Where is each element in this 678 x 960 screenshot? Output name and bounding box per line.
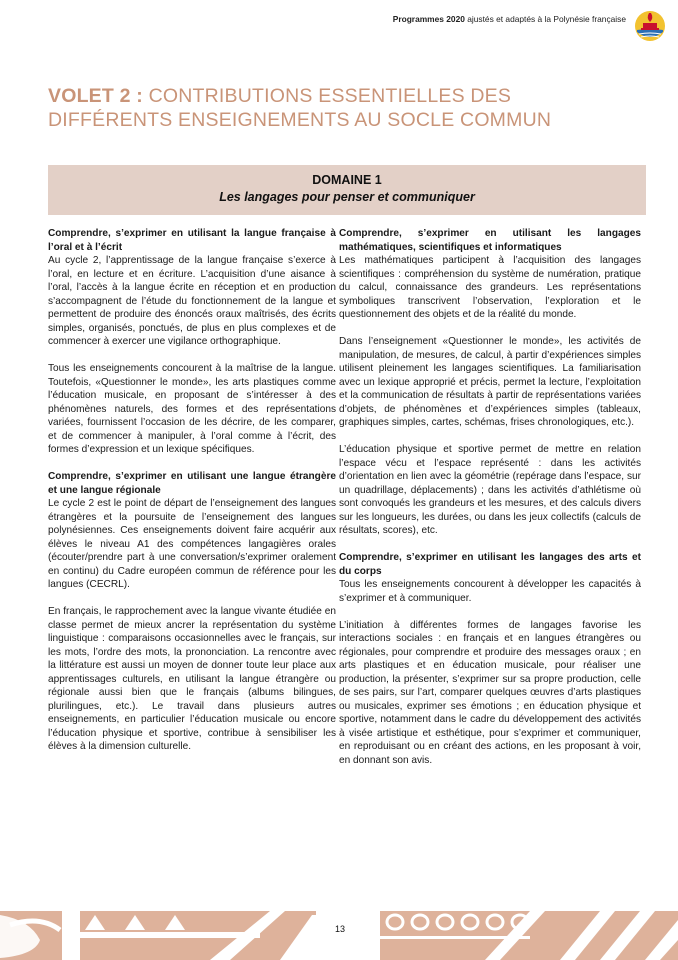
paragraph: Tous les enseignements concourent à la maîtrise de la langue. Toutefois, «Questionner le monde», les arts plastiques comme l’éducation musicale, en proposant de s’intéresser à des phénomènes naturels, des formes et des représentations variées, fournissent l’occasion de les décrire, de les comparer, et de commencer à manipuler, à l’oral comme à l’écrit, des formes d’expression et un lexique spécifiques.: [48, 363, 336, 455]
title-bold: VOLET 2 :: [48, 85, 143, 107]
polynesie-coat-of-arms-icon: [634, 10, 666, 42]
domain-banner: [48, 165, 646, 215]
tapa-pattern-icon: [0, 910, 678, 960]
right-column: [339, 227, 641, 781]
footer-pattern: [0, 910, 678, 960]
paragraph: Les mathématiques participent à l’acquisition des langages scientifiques : compréhension du système de numération, pratique du calcul, connaissance des grandeurs. Les représentations symboliques transcrivent l’observation, l’exploration et le questionnement des objets et de la réalité du monde.: [339, 255, 641, 320]
paragraph: Au cycle 2, l’apprentissage de la langue française s’exerce à l’oral, en lecture et en écriture. L’acquisition d’une aisance à l’oral, l’accès à la langue écrite en réception et en production s’accompagnent de l’étude du fonctionnement de la langue et permettent de produire des énoncés oraux maîtrisés, des écrits simples, organisés, ponctués, de plus en plus complexes et de commencer à exercer une vigilance orthographique.: [48, 255, 336, 347]
section-heading: Comprendre, s’exprimer en utilisant les langages des arts et du corps: [339, 552, 641, 577]
paragraph: L’initiation à différentes formes de langages favorise les interactions sociales : en français et en langues étrangères ou régionales, pour comprendre et produire des messages oraux ; en arts plastiques et en éducation musicale, pour réaliser une production, la présenter, s’exprimer sur sa propre production, celle de ses pairs, sur l’art, comparer quelques œuvres d’arts plastiques ou musicales, exprimer ses émotions ; en éducation physique et sportive, notamment dans le cadre du développement des activités à visée artistique et esthétique, pour s’exprimer et communiquer, en reproduisant ou en créant des actions, en les proposant à voir, en donnant son avis.: [339, 619, 641, 766]
paragraph: Dans l’enseignement «Questionner le monde», les activités de manipulation, de mesures, de calcul, à partir d’expériences simples utilisent pleinement les langages scientifiques. La familiarisation avec un lexique approprié et précis, permet la lecture, l’exploitation et la communication de résultats à partir de représentations variées d’objets, de phénomènes et d’expériences simples (tableaux, graphiques simples, cartes, schémas, frises chronologiques, etc.).: [339, 336, 641, 428]
section-heading: Comprendre, s’exprimer en utilisant une langue étrangère et une langue régionale: [48, 471, 336, 496]
domain-subtitle: Les langages pour penser et communiquer: [219, 190, 475, 204]
header-bold: Programmes 2020: [392, 14, 465, 24]
title-rest: CONTRIBUTIONS ESSENTIELLES DES DIFFÉRENTS ENSEIGNEMENTS AU SOCLE COMMUN: [48, 85, 552, 131]
domain-title: DOMAINE 1: [312, 173, 382, 187]
page-number: 13: [335, 924, 346, 934]
header-rest: ajustés et adaptés à la Polynésie française: [464, 14, 626, 24]
left-column: [48, 227, 336, 767]
paragraph: Tous les enseignements concourent à développer les capacités à s’exprimer et à communiquer.: [339, 579, 641, 604]
running-header: [393, 14, 626, 24]
paragraph: Le cycle 2 est le point de départ de l’enseignement des langues étrangères et la poursuite de l’enseignement des langues polynésiennes. Ces enseignements doivent faire acquérir aux élèves le niveau A1 des compétences langagières orales (écouter/prendre part à une conversation/s’exprimer oralement en continu) du Cadre européen commun de référence pour les langues (CECRL).: [48, 498, 336, 590]
section-heading: Comprendre, s’exprimer en utilisant la langue française à l’oral et à l’écrit: [48, 228, 336, 253]
page-title: [48, 84, 638, 132]
section-heading: Comprendre, s’exprimer en utilisant les langages mathématiques, scientifiques et informatiques: [339, 228, 641, 253]
paragraph: L’éducation physique et sportive permet de mettre en relation l’espace vécu et l’espace représenté : dans les activités d’orientation en lien avec la géométrie (repérage dans l’espace, sur un quadrillage, déplacements) ; dans les activités d’athlétisme où sont convoqués les grandeurs et les mesures, et des calculs divers sur les longueurs, les durées, ou dans les jeux collectifs (calculs de résultats, scores), etc.: [339, 444, 641, 536]
paragraph: En français, le rapprochement avec la langue vivante étudiée en classe permet de mieux ancrer la représentation du système linguistique : comparaisons occasionnelles avec le français, sur les mots, l’ordre des mots, la prononciation. La rencontre avec la littérature est aussi un moyen de donner toute leur place aux apprentissages culturels, en utilisant la langue étrangère ou régionale aussi bien que le français (albums bilingues, plurilingues, etc.). Le travail dans plusieurs autres enseignements, en particulier l’éducation musicale ou encore l’éducation physique et sportive, contribue à sensibiliser les élèves à la dimension culturelle.: [48, 606, 336, 752]
